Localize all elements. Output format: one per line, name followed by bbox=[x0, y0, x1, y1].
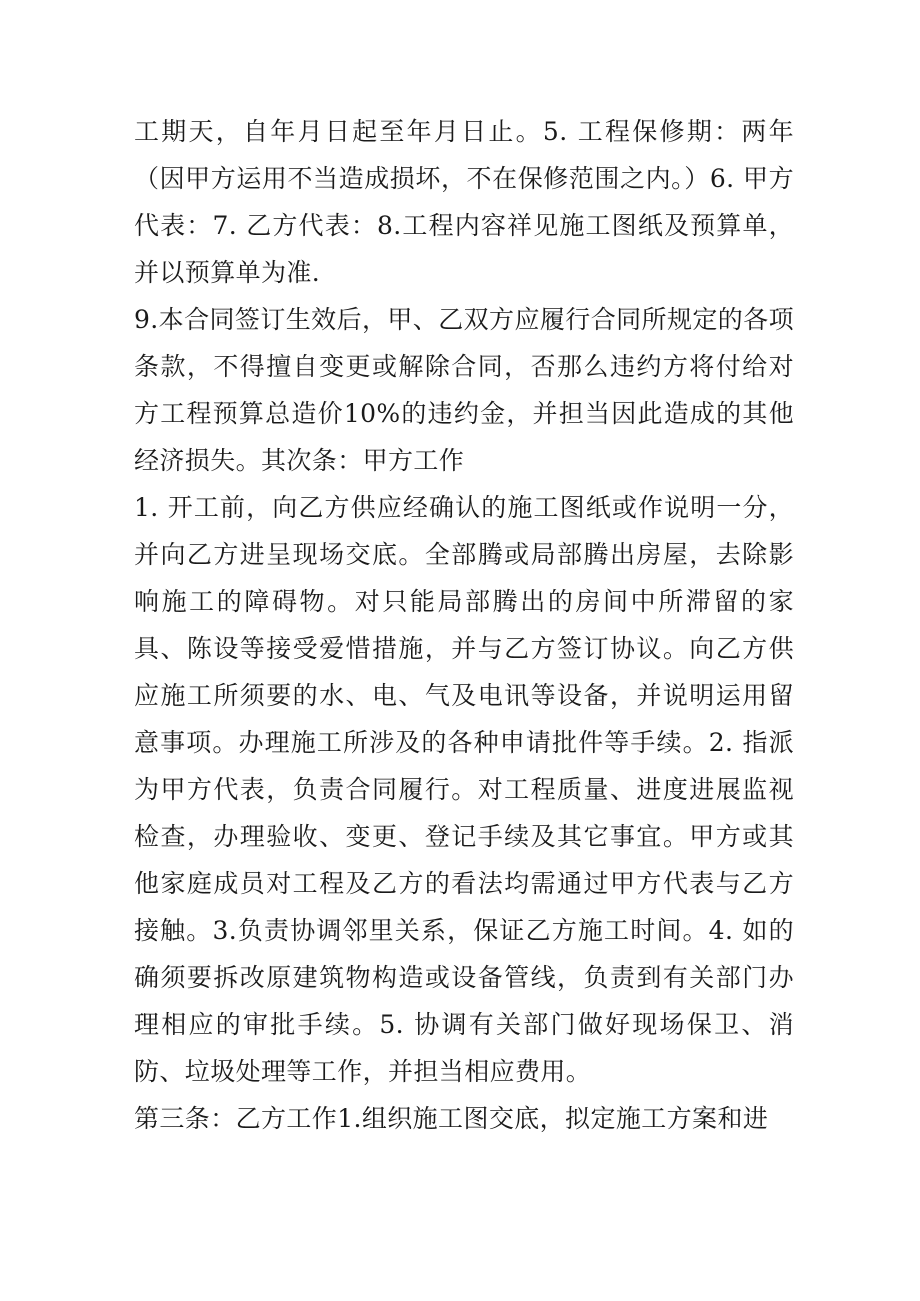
document-body bbox=[134, 108, 794, 1142]
paragraph-party-a-duties: 1. 开工前，向乙方供应经确认的施工图纸或作说明一分，并向乙方进呈现场交底。全部腾或局部腾出房屋，去除影响施工的障碍物。对只能局部腾出的房间中所滞留的家具、陈设等接受爱惜措施，并与乙方签订协议。向乙方供应施工所须要的水、电、气及电讯等设备，并说明运用留意事项。办理施工所涉及的各种申请批件等手续。2. 指派为甲方代表，负责合同履行。对工程质量、进度进展监视检查，办理验收、变更、登记手续及其它事宜。甲方或其他家庭成员对工程及乙方的看法均需通过甲方代表与乙方接触。3.负责协调邻里关系，保证乙方施工时间。4. 如的确须要拆改原建筑物构造或设备管线，负责到有关部门办理相应的审批手续。5. 协调有关部门做好现场保卫、消防、垃圾处理等工作，并担当相应费用。 bbox=[134, 493, 794, 1086]
paragraph-party-b-duties: 第三条：乙方工作1.组织施工图交底，拟定施工方案和进 bbox=[134, 1104, 769, 1133]
paragraph-contract-effect: 9.本合同签订生效后，甲、乙双方应履行合同所规定的各项条款，不得擅自变更或解除合同，否那么违约方将付给对方工程预算总造价10%的违约金，并担当因此造成的其他经济损失。其次条：甲方工作 bbox=[134, 305, 794, 475]
paragraph-construction-period: 工期天，自年月日起至年月日止。5. 工程保修期：两年（因甲方运用不当造成损坏，不在保修范围之内。）6. 甲方代表：7. 乙方代表：8.工程内容祥见施工图纸及预算单，并以预算单为准. bbox=[134, 117, 794, 287]
